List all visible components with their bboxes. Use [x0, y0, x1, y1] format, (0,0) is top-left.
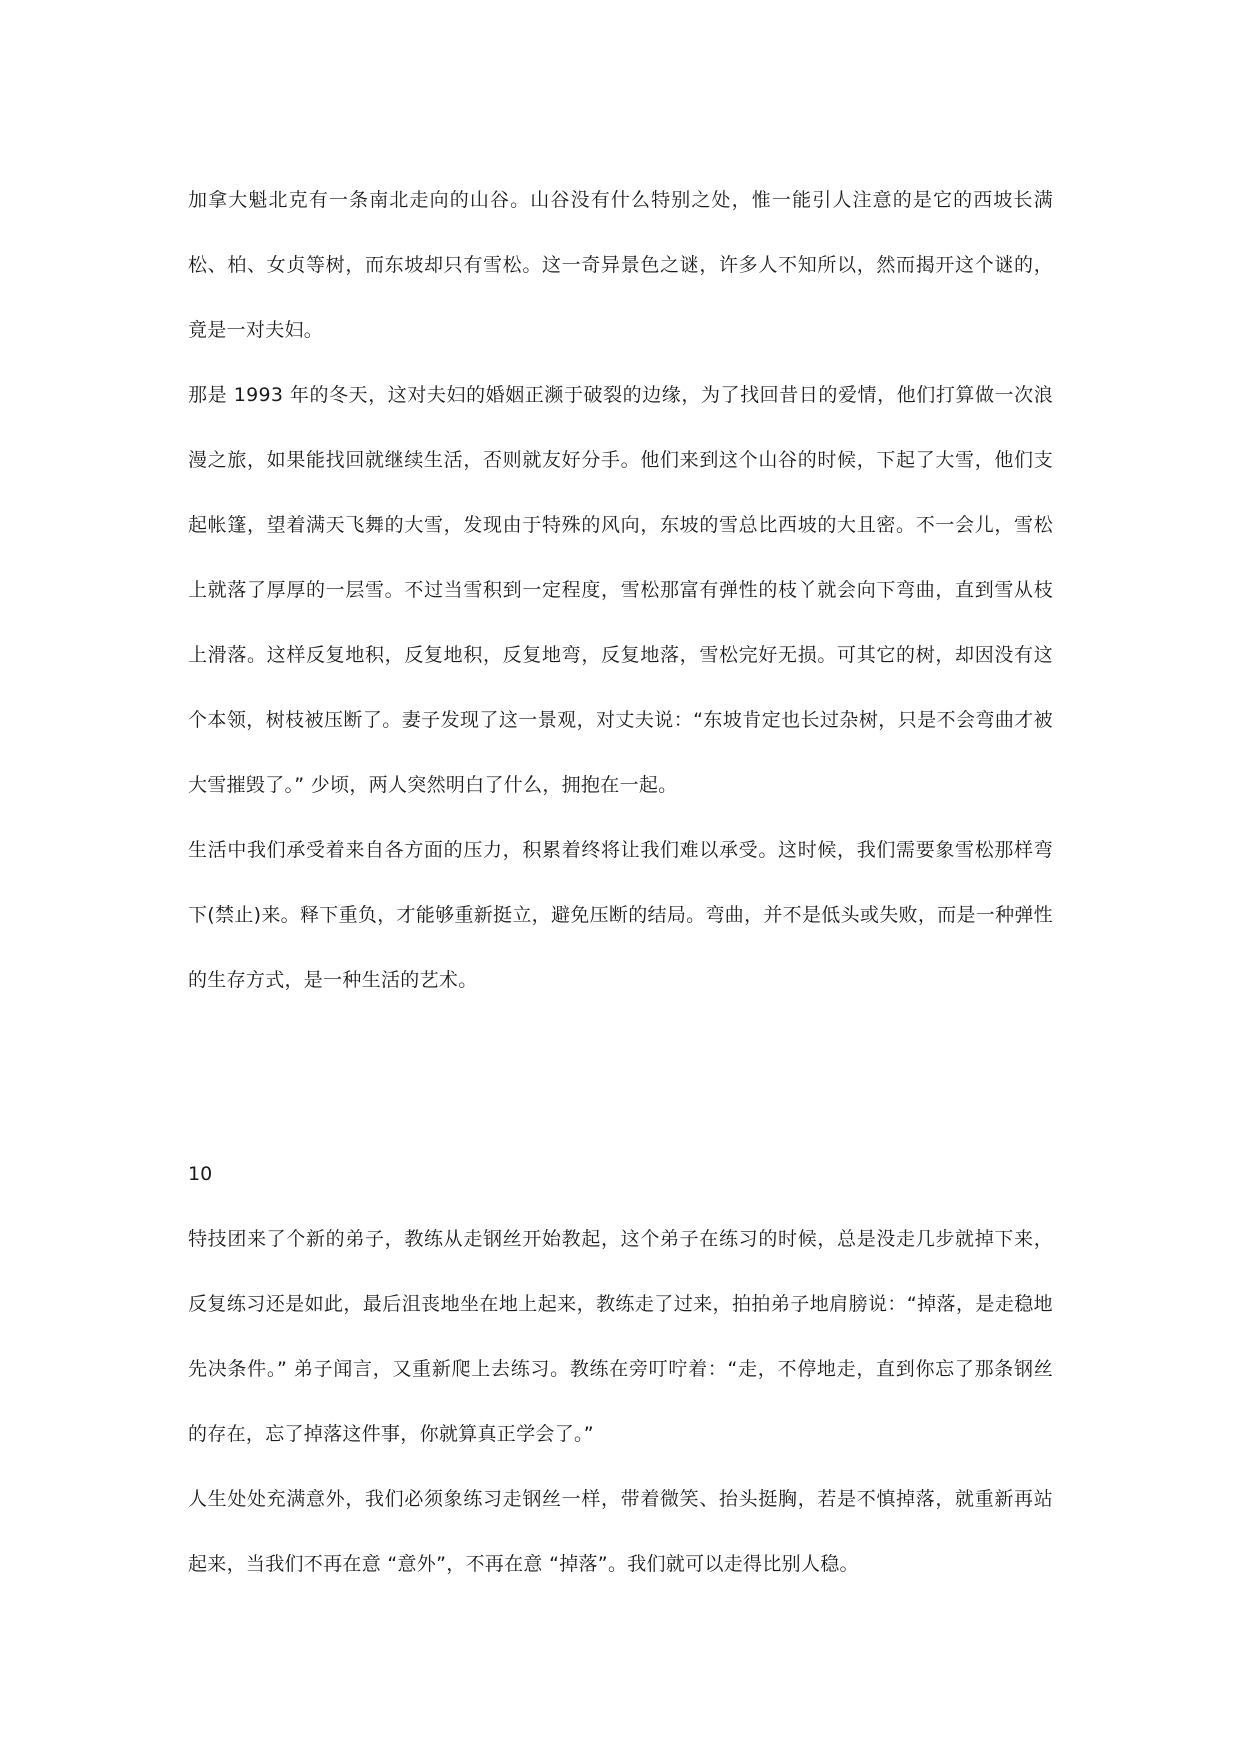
story-9 — [188, 168, 1053, 1013]
story-10 — [188, 1207, 1053, 1597]
story-9-paragraph-1: 加拿大魁北克有一条南北走向的山谷。山谷没有什么特别之处，惟一能引人注意的是它的西坡长满松、柏、女贞等树，而东坡却只有雪松。这一奇异景色之谜，许多人不知所以，然而揭开这个谜的，竟是一对夫妇。 — [188, 189, 1053, 341]
story-10-paragraph-2: 人生处处充满意外，我们必须象练习走钢丝一样，带着微笑、抬头挺胸，若是不慎掉落，就重新再站起来，当我们不再在意 “意外”，不再在意 “掉落”。我们就可以走得比别人稳。 — [188, 1488, 1053, 1575]
story-9-paragraph-3: 生活中我们承受着来自各方面的压力，积累着终将让我们难以承受。这时候，我们需要象雪松那样弯下(禁止)来。释下重负，才能够重新挺立，避免压断的结局。弯曲，并不是低头或失败，而是一种弹性的生存方式，是一种生活的艺术。 — [188, 839, 1053, 991]
story-10-paragraph-1: 特技团来了个新的弟子，教练从走钢丝开始教起，这个弟子在练习的时候，总是没走几步就掉下来，反复练习还是如此，最后沮丧地坐在地上起来，教练走了过来，拍拍弟子地肩膀说：“掉落，是走稳地先决条件。” 弟子闻言，又重新爬上去练习。教练在旁叮咛着：“走，不停地走，直到你忘了那条钢丝的存在，忘了掉落这件事，你就算真正学会了。” — [188, 1228, 1053, 1445]
story-9-paragraph-2: 那是 1993 年的冬天，这对夫妇的婚姻正濒于破裂的边缘，为了找回昔日的爱情，他们打算做一次浪漫之旅，如果能找回就继续生活，否则就友好分手。他们来到这个山谷的时候，下起了大雪，他们支起帐篷，望着满天飞舞的大雪，发现由于特殊的风向，东坡的雪总比西坡的大且密。不一会儿，雪松上就落了厚厚的一层雪。不过当雪积到一定程度，雪松那富有弹性的枝丫就会向下弯曲，直到雪从枝上滑落。这样反复地积，反复地积，反复地弯，反复地落，雪松完好无损。可其它的树，却因没有这个本领，树枝被压断了。妻子发现了这一景观，对丈夫说：“东坡肯定也长过杂树，只是不会弯曲才被大雪摧毁了。” 少顷，两人突然明白了什么，拥抱在一起。 — [188, 384, 1053, 796]
section-number: 10 — [188, 1163, 213, 1185]
